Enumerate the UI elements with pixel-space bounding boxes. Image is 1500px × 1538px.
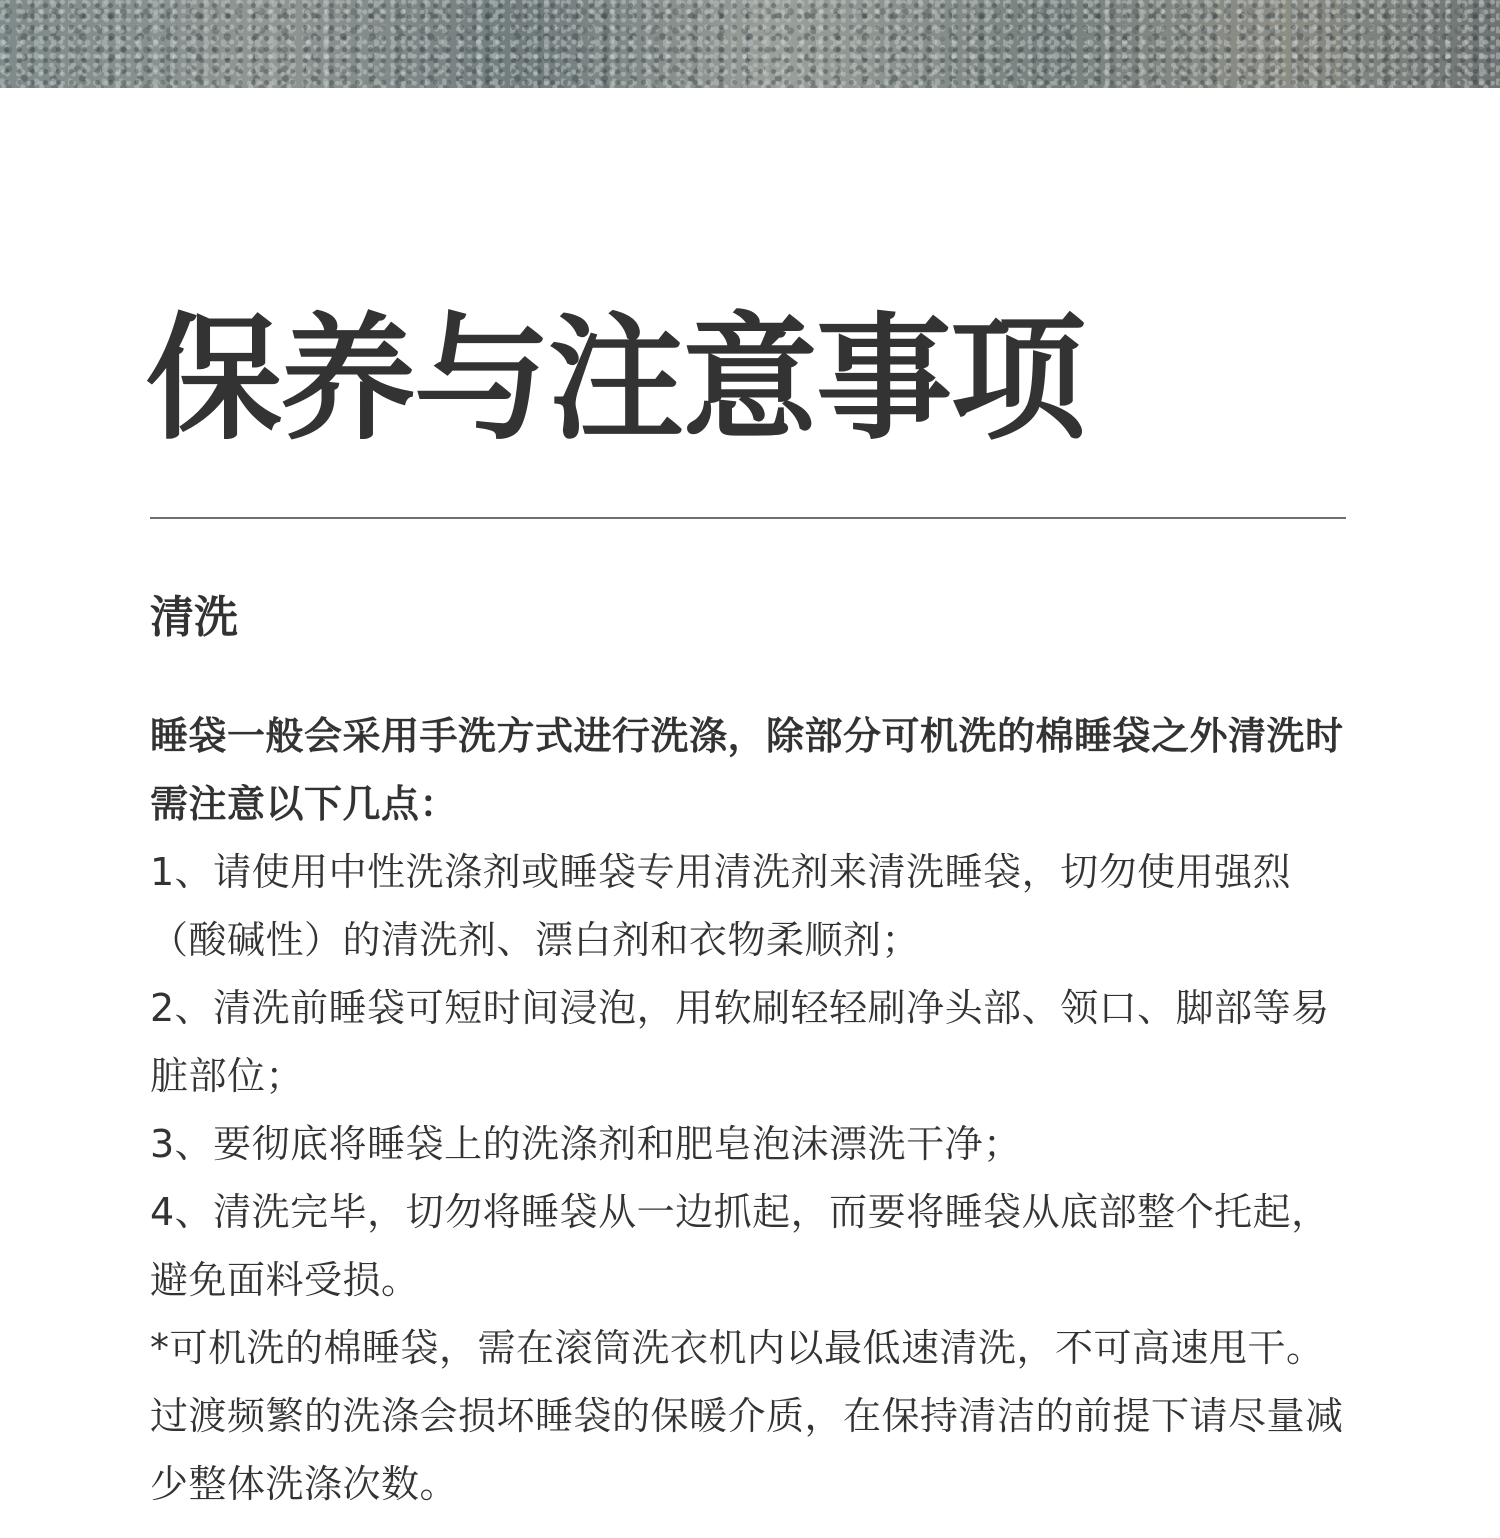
intro-paragraph: 睡袋一般会采用手洗方式进行洗涤，除部分可机洗的棉睡袋之外清洗时需注意以下几点： [150,714,1344,826]
list-item: 3、要彻底将睡袋上的洗涤剂和肥皂泡沫漂洗干净； [150,1122,1022,1166]
care-instructions [150,702,1346,1518]
note-paragraph: *可机洗的棉睡袋，需在滚筒洗衣机内以最低速清洗，不可高速甩干。过渡频繁的洗涤会损坏睡袋的保暖介质，在保持清洁的前提下请尽量减少整体洗涤次数。 [150,1326,1344,1506]
page-title: 保养与注意事项 [146,301,1084,459]
section-heading: 清洗 [150,592,238,643]
title-divider [150,517,1346,519]
list-item: 4、清洗完毕，切勿将睡袋从一边抓起，而要将睡袋从底部整个托起，避免面料受损。 [150,1190,1330,1302]
list-item: 1、请使用中性洗涤剂或睡袋专用清洗剂来清洗睡袋，切勿使用强烈（酸碱性）的清洗剂、漂白剂和衣物柔顺剂； [150,850,1292,962]
gravel-banner-image [0,0,1500,88]
list-item: 2、清洗前睡袋可短时间浸泡，用软刷轻轻刷净头部、领口、脚部等易脏部位； [150,986,1330,1098]
